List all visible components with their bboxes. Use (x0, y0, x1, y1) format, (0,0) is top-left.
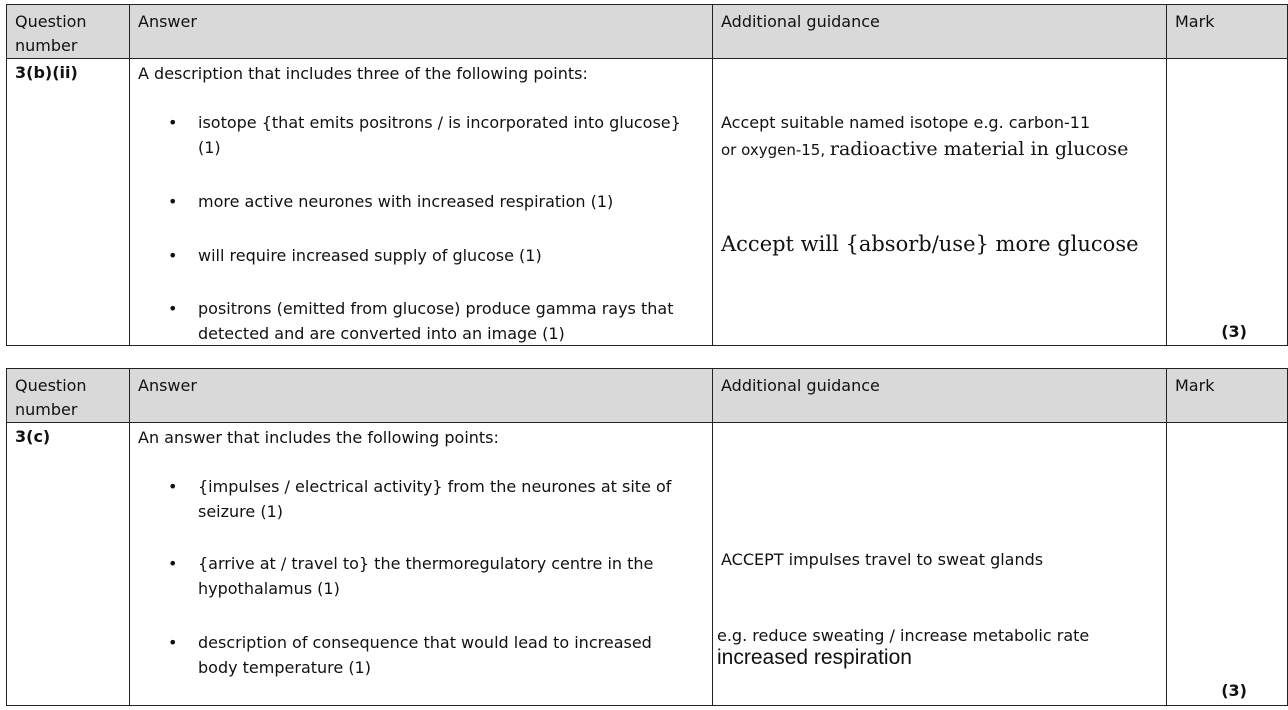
answer-intro: A description that includes three of the following points: (138, 64, 588, 83)
list-item: • {arrive at / travel to} the thermoregulatory centre in the hypothalamus (1) (168, 554, 654, 598)
answer-cell (130, 59, 713, 346)
answer-cell (130, 423, 713, 706)
answer-row (7, 59, 1288, 346)
mark-scheme-table-1 (6, 4, 1288, 346)
header-answer: Answer (130, 5, 713, 59)
bullet-text: will require increased supply of glucose (1) (198, 246, 542, 265)
mark-value: (3) (1221, 322, 1247, 341)
guidance-line: ACCEPT impulses travel to sweat glands (721, 550, 1044, 569)
list-item: • description of consequence that would lead to increased body temperature (1) (168, 633, 652, 677)
guidance-line: or oxygen-15, radioactive material in glucose (721, 138, 1129, 160)
header-question-number: Question number (7, 5, 130, 59)
bullet-text: more active neurones with increased respiration (1) (198, 192, 614, 211)
header-additional-guidance: Additional guidance (713, 369, 1167, 423)
list-item: • isotope {that emits positrons / is incorporated into glucose} (1) (168, 113, 681, 157)
header-mark: Mark (1167, 5, 1288, 59)
guidance-cell (713, 59, 1167, 346)
answer-intro: An answer that includes the following points: (138, 428, 499, 447)
list-item: • positrons (emitted from glucose) produce gamma rays that detected and are converted into an image (1) (168, 299, 674, 343)
mark-cell (1167, 423, 1288, 706)
mark-cell (1167, 59, 1288, 346)
bullet-text: {arrive at / travel to} the thermoregulatory centre in the hypothalamus (1) (198, 554, 654, 598)
guidance-line: Accept will {absorb/use} more glucose (721, 232, 1139, 256)
list-item: • more active neurones with increased respiration (1) (168, 192, 614, 211)
header-additional-guidance: Additional guidance (713, 5, 1167, 59)
question-number: 3(c) (7, 423, 130, 706)
bullet-text: positrons (emitted from glucose) produce gamma rays that detected and are converted into an image (1) (198, 299, 674, 343)
mark-value: (3) (1221, 681, 1247, 700)
header-row (7, 369, 1288, 423)
bullet-text: description of consequence that would lead to increased body temperature (1) (198, 633, 652, 677)
guidance-line: increased respiration (717, 646, 912, 669)
bullet-text: isotope {that emits positrons / is incorporated into glucose} (1) (198, 113, 681, 157)
guidance-line: Accept suitable named isotope e.g. carbon-11 (721, 113, 1091, 132)
header-question-number: Question number (7, 369, 130, 423)
list-item: • {impulses / electrical activity} from the neurones at site of seizure (1) (168, 477, 672, 521)
list-item: • will require increased supply of glucose (1) (168, 246, 542, 265)
guidance-line: e.g. reduce sweating / increase metabolic rate (717, 626, 1090, 645)
header-mark: Mark (1167, 369, 1288, 423)
header-row (7, 5, 1288, 59)
mark-scheme-table-2 (6, 368, 1288, 706)
header-answer: Answer (130, 369, 713, 423)
question-number: 3(b)(ii) (7, 59, 130, 346)
answer-row (7, 423, 1288, 706)
guidance-cell (713, 423, 1167, 706)
bullet-text: {impulses / electrical activity} from the neurones at site of seizure (1) (198, 477, 672, 521)
